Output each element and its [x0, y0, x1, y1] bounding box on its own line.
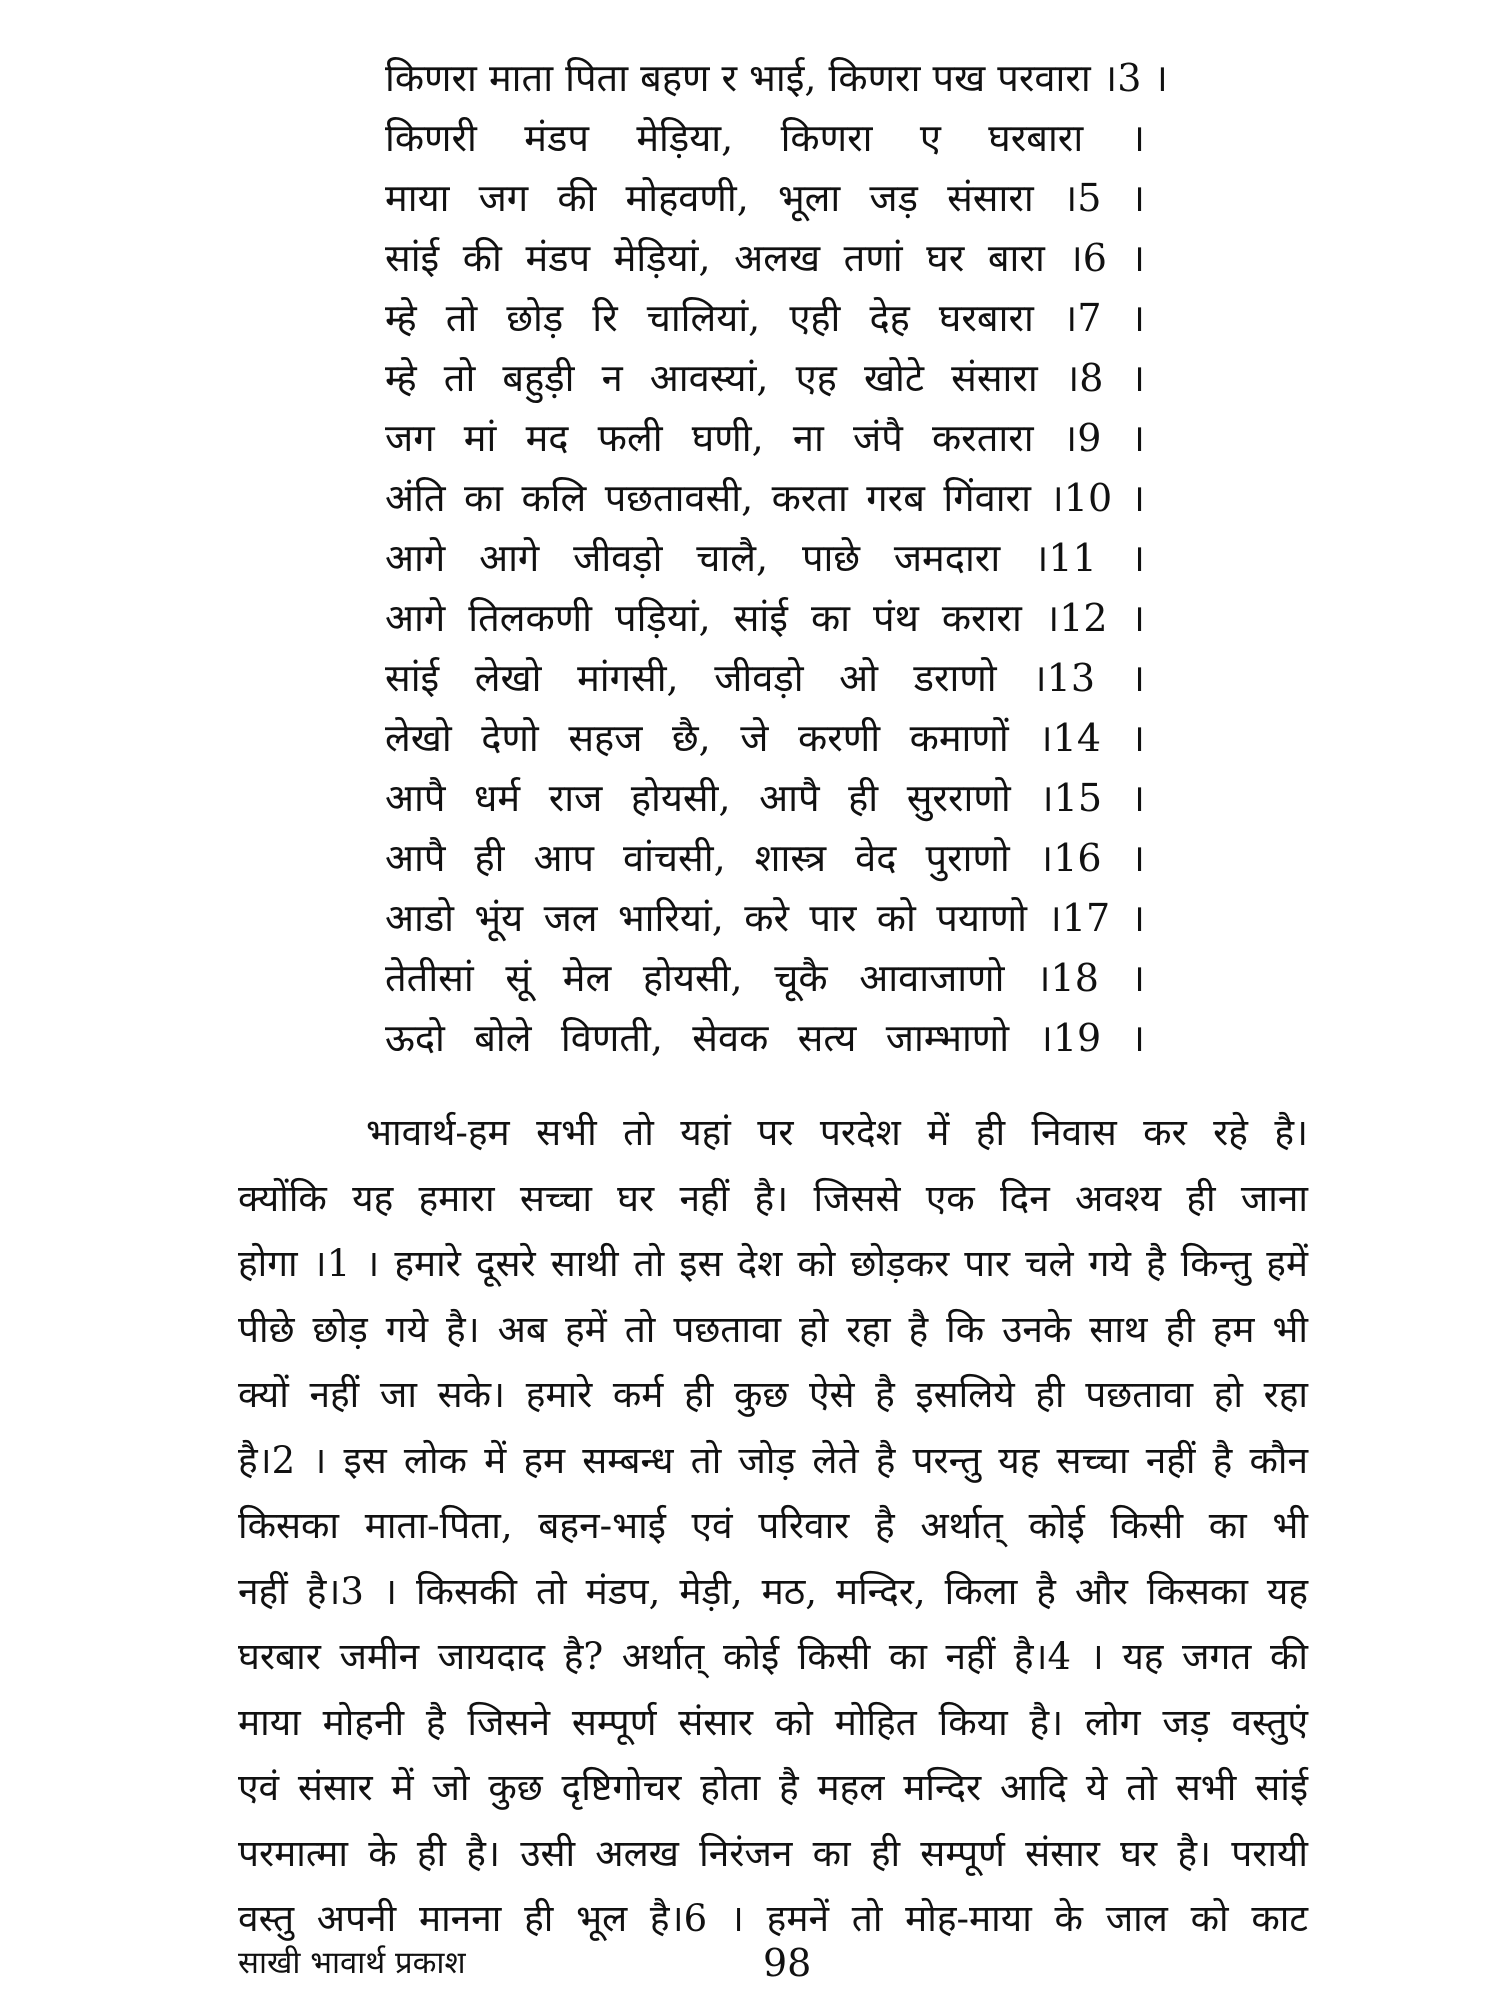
verse-line: आपै धर्म राज होयसी, आपै ही सुरराणो ।15 ।	[385, 776, 1145, 820]
verse-line: अंति का कलि पछतावसी, करता गरब गिंवारा ।10 ।	[385, 476, 1145, 520]
paragraph-line: होगा ।1 । हमारे दूसरे साथी तो इस देश को छोड़कर पार चले गये है किन्तु हमें	[238, 1242, 1308, 1285]
paragraph-line: घरबार जमीन जायदाद है? अर्थात् कोई किसी का नहीं है।4 । यह जगत की	[238, 1635, 1308, 1678]
paragraph-line: क्यों नहीं जा सके। हमारे कर्म ही कुछ ऐसे है इसलिये ही पछतावा हो रहा	[238, 1373, 1308, 1416]
paragraph-line: है।2 । इस लोक में हम सम्बन्ध तो जोड़ लेते है परन्तु यह सच्चा नहीं है कौन	[238, 1438, 1308, 1482]
verse-line: किणरा माता पिता बहण र भाई, किणरा पख परवारा ।3 ।	[385, 56, 1168, 100]
paragraph-line: नहीं है।3 । किसकी तो मंडप, मेड़ी, मठ, मन्दिर, किला है और किसका यह	[238, 1569, 1308, 1613]
paragraph-line: पीछे छोड़ गये है। अब हमें तो पछतावा हो रहा है कि उनके साथ ही हम भी	[238, 1307, 1308, 1351]
verse-line: आपै ही आप वांचसी, शास्त्र वेद पुराणो ।16 ।	[385, 836, 1145, 880]
paragraph-line: परमात्मा के ही है। उसी अलख निरंजन का ही सम्पूर्ण संसार घर है। परायी	[238, 1831, 1308, 1875]
verse-line: आडो भूंय जल भारियां, करे पार को पयाणो ।17 ।	[385, 896, 1145, 940]
verse-line: म्हे तो छोड़ रि चालियां, एही देह घरबारा ।7 ।	[385, 296, 1145, 340]
verse-line: सांई लेखो मांगसी, जीवड़ो ओ डराणो ।13 ।	[385, 656, 1145, 700]
verse-line: जग मां मद फली घणी, ना जंपै करतारा ।9 ।	[385, 416, 1145, 460]
paragraph-line: माया मोहनी है जिसने सम्पूर्ण संसार को मोहित किया है। लोग जड़ वस्तुएं	[238, 1700, 1308, 1744]
verse-line: माया जग की मोहवणी, भूला जड़ संसारा ।5 ।	[385, 176, 1145, 220]
verse-line: आगे तिलकणी पड़ियां, सांई का पंथ करारा ।12 ।	[385, 596, 1145, 640]
paragraph-line: भावार्थ-हम सभी तो यहां पर परदेश में ही निवास कर रहे है।	[366, 1111, 1308, 1154]
page-number: 98	[763, 1941, 812, 1985]
verse-line: किणरी मंडप मेड़िया, किणरा ए घरबारा ।	[385, 116, 1145, 160]
verse-line: लेखो देणो सहज छै, जे करणी कमाणों ।14 ।	[385, 716, 1145, 760]
paragraph-line: वस्तु अपनी मानना ही भूल है।6 । हमनें तो मोह-माया के जाल को काट	[238, 1897, 1308, 1940]
verse-line: ऊदो बोले विणती, सेवक सत्य जाम्भाणो ।19 ।	[385, 1016, 1145, 1060]
verse-line: म्हे तो बहुड़ी न आवस्यां, एह खोटे संसारा ।8 ।	[385, 356, 1145, 400]
verse-line: आगे आगे जीवड़ो चालै, पाछे जमदारा ।11 ।	[385, 536, 1145, 580]
page-footer	[238, 1938, 1308, 1988]
paragraph-line: एवं संसार में जो कुछ दृष्टिगोचर होता है महल मन्दिर आदि ये तो सभी सांई	[238, 1766, 1308, 1809]
paragraph-line: किसका माता-पिता, बहन-भाई एवं परिवार है अर्थात् कोई किसी का भी	[238, 1504, 1308, 1547]
commentary-paragraph	[238, 1100, 1308, 1952]
verse-line: सांई की मंडप मेड़ियां, अलख तणां घर बारा ।6 ।	[385, 236, 1145, 280]
book-title: साखी भावार्थ प्रकाश	[238, 1945, 466, 1981]
verse-block	[385, 48, 1168, 1068]
paragraph-line: क्योंकि यह हमारा सच्चा घर नहीं है। जिससे एक दिन अवश्य ही जाना	[238, 1176, 1308, 1220]
verse-line: तेतीसां सूं मेल होयसी, चूकै आवाजाणो ।18 ।	[385, 956, 1145, 1000]
